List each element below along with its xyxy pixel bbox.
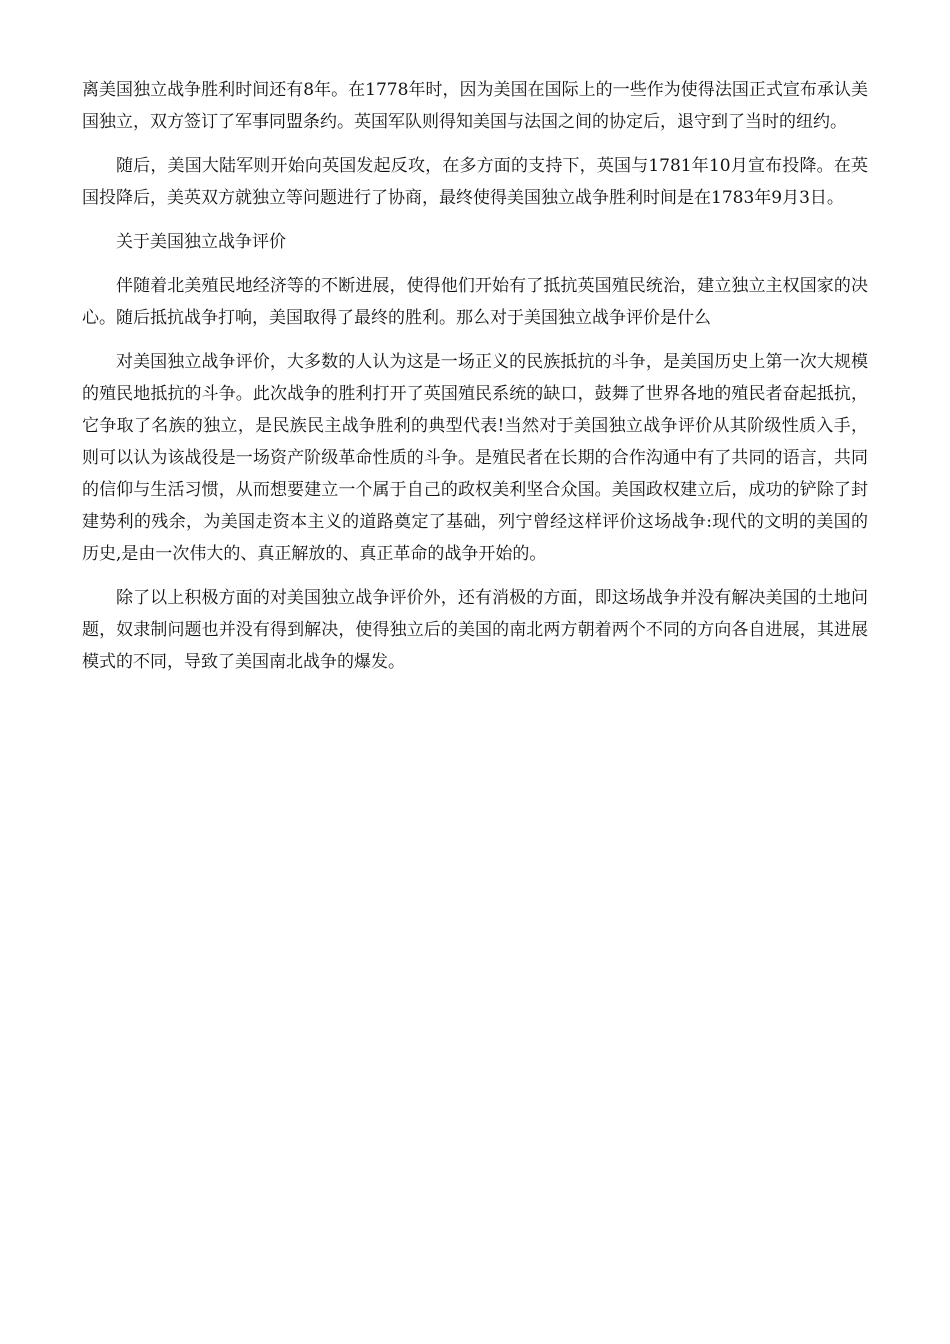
paragraph-british-surrender: 随后，美国大陆军则开始向英国发起反攻，在多方面的支持下，英国与1781年10月宣布投降。在英国投降后，美英双方就独立等问题进行了协商，最终使得美国独立战争胜利时间是在1783年9月3日。: [82, 156, 868, 208]
section-heading-evaluation: 关于美国独立战争评价: [116, 232, 286, 252]
paragraph-victory-timeline: 离美国独立战争胜利时间还有8年。在1778年时，因为美国在国际上的一些作为使得法国正式宣布承认美国独立，双方签订了军事同盟条约。英国军队则得知美国与法国之间的协定后，退守到了当时的纽约。: [82, 80, 868, 132]
paragraph-negative-evaluation: 除了以上积极方面的对美国独立战争评价外，还有消极的方面，即这场战争并没有解决美国的土地问题，奴隶制问题也并没有得到解决，使得独立后的美国的南北两方朝着两个不同的方向各自进展，其进展模式的不同，导致了美国南北战争的爆发。: [82, 588, 868, 672]
document-body: [82, 74, 868, 690]
paragraph-colonial-resistance: 伴随着北美殖民地经济等的不断进展，使得他们开始有了抵抗英国殖民统治，建立独立主权国家的决心。随后抵抗战争打响，美国取得了最终的胜利。那么对于美国独立战争评价是什么: [82, 276, 868, 328]
paragraph-positive-evaluation: 对美国独立战争评价，大多数的人认为这是一场正义的民族抵抗的斗争，是美国历史上第一次大规模的殖民地抵抗的斗争。此次战争的胜利打开了英国殖民系统的缺口，鼓舞了世界各地的殖民者奋起抵抗，它争取了名族的独立，是民族民主战争胜利的典型代表!当然对于美国独立战争评价从其阶级性质入手，则可以认为该战役是一场资产阶级革命性质的斗争。是殖民者在长期的合作沟通中有了共同的语言，共同的信仰与生活习惯，从而想要建立一个属于自己的政权美利坚合众国。美国政权建立后，成功的铲除了封建势利的残余，为美国走资本主义的道路奠定了基础，列宁曾经这样评价这场战争:现代的文明的美国的历史,是由一次伟大的、真正解放的、真正革命的战争开始的。: [82, 352, 868, 564]
